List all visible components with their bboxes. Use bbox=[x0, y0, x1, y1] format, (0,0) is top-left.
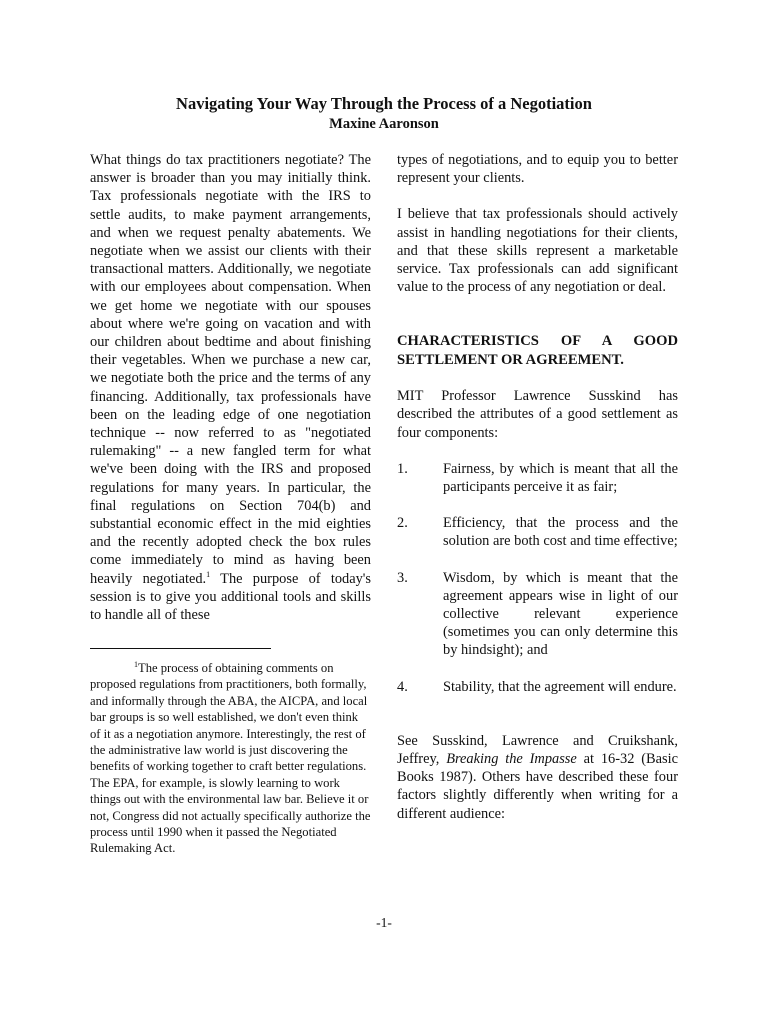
page-number: -1- bbox=[376, 915, 392, 930]
section-heading: CHARACTERISTICS OF A GOOD SETTLEMENT OR AGREEMENT. bbox=[397, 333, 678, 368]
footnote bbox=[90, 660, 371, 857]
list-item-text: Fairness, by which is meant that all the participants perceive it as fair; bbox=[443, 460, 678, 496]
list-item-text: Wisdom, by which is meant that the agreement appears wise in light of our collective relevant experience (sometimes you can only determine this by hindsight); and bbox=[443, 569, 678, 659]
left-column bbox=[90, 151, 371, 624]
list-item-number: 2. bbox=[397, 515, 408, 532]
citation-text-1: See Susskind, Lawrence and Cruikshank, Jeffrey, bbox=[397, 732, 678, 768]
belief-paragraph: I believe that tax professionals should actively assist in handling negotiations for their clients, and that these skills represent a marketable service. Tax professionals can add significant value to the process of any negotiation or deal. bbox=[397, 206, 678, 296]
document-title: Navigating Your Way Through the Process of a Negotiation bbox=[176, 94, 592, 113]
list-item-text: Stability, that the agreement will endure. bbox=[443, 678, 677, 695]
list-item-text: Efficiency, that the process and the solution are both cost and time effective; bbox=[443, 515, 678, 550]
right-column bbox=[397, 151, 678, 823]
list-item bbox=[397, 460, 678, 496]
list-item-number: 1. bbox=[397, 460, 408, 477]
book-title: Breaking the Impasse bbox=[446, 751, 577, 768]
list-item bbox=[397, 678, 678, 696]
footnote-divider bbox=[90, 648, 271, 649]
list-item bbox=[397, 569, 678, 660]
intro-paragraph-text-2: The purpose of today's session is to give you additional tools and skills to handle all of these bbox=[90, 570, 371, 624]
document-author: Maxine Aaronson bbox=[329, 116, 439, 132]
list-item-number: 4. bbox=[397, 678, 408, 695]
citation-paragraph bbox=[397, 732, 678, 823]
list-item bbox=[397, 514, 678, 550]
footnote-text: The process of obtaining comments on proposed regulations from practitioners, both formally, and informally through the ABA, the AICPA, and local bar groups is so well established, we don't even think of it as a negotiation anymore. Interestingly, the rest of the administrative law world is just discovering the benefits of working together to craft better regulations. The EPA, for example, is slowly learning to work things out with the environmental law bar. Believe it or not, Congress did not actually specifically authorize the process until 1990 when it passed the Negotiated Rulemaking Act. bbox=[90, 661, 371, 856]
intro-paragraph-text-1: What things do tax practitioners negotiate? The answer is broader than you may initially think. Tax professionals negotiate with the IRS to settle audits, to make payment arrangements, and when we request penalty abatements. We negotiate when we assist our clients with their transactional matters. Additionally, we negotiate with our employees about compensation. When we get home we negotiate with our spouses about where we're going on vacation and with our children about bedtime and about finishing their vegetables. When we purchase a new car, we negotiate both the price and the terms of any financing. Additionally, tax professionals have been on the leading edge of one negotiation technique -- now referred to as "negotiated rulemaking" -- a new fangled term for what we've been doing with the IRS and proposed regulations for many years. In particular, the final regulations on Section 704(b) and substantial economic effect in the mid eighties and the recently adopted check the box rules come immediately to mind as having been heavily negotiated. bbox=[90, 152, 371, 587]
footnote-marker: 1 bbox=[134, 659, 138, 669]
intro-paragraph bbox=[90, 151, 371, 624]
list-item-number: 3. bbox=[397, 569, 408, 586]
citation-text-2: at 16-32 (Basic Books 1987). Others have described these four factors slightly differently when writing for a different audience: bbox=[397, 751, 679, 822]
continued-paragraph: types of negotiations, and to equip you to better represent your clients. bbox=[397, 152, 678, 187]
footnote-reference: 1 bbox=[206, 569, 211, 579]
susskind-paragraph: MIT Professor Lawrence Susskind has described the attributes of a good settlement as four components: bbox=[397, 388, 678, 441]
